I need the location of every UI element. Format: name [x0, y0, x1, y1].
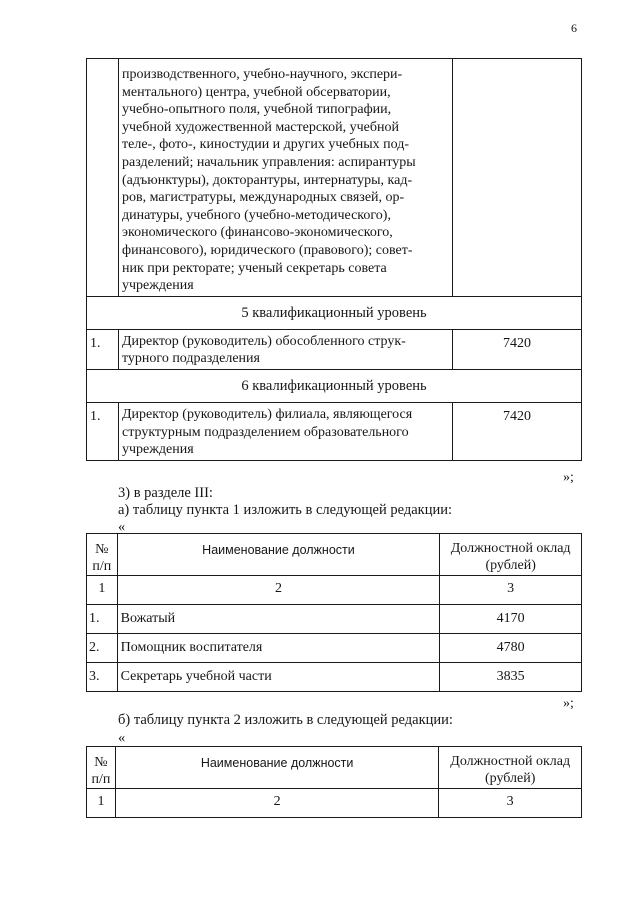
level-6-heading: 6 квалификационный уровень — [87, 369, 582, 402]
index-cell: 1 — [87, 576, 118, 605]
text-line: Директор (руководитель) обособленного струк- — [122, 333, 406, 349]
index-cell: 2 — [115, 789, 438, 818]
text-line: Должностной оклад — [450, 541, 571, 556]
salary-value: 4780 — [440, 634, 582, 663]
header-salary — [440, 534, 582, 576]
row-number: 2. — [87, 634, 118, 663]
table-row — [87, 634, 582, 663]
row-number-cell — [87, 59, 119, 297]
table-point-2 — [86, 746, 582, 818]
paragraph-b: б) таблицу пункта 2 изложить в следующей редакции: — [118, 712, 453, 728]
text-line: динатуры, учебного (учебно-методического), — [122, 207, 391, 223]
text-line: экономического (финансово-экономического, — [122, 225, 393, 241]
salary-value: 7420 — [453, 329, 582, 369]
table-header — [87, 534, 582, 576]
index-cell: 3 — [440, 576, 582, 605]
paragraph-a: а) таблицу пункта 1 изложить в следующей редакции: — [118, 502, 453, 518]
text-line: ник при ректорате; ученый секретарь совета — [122, 260, 387, 276]
text-line: Директор (руководитель) филиала, являющегося — [122, 406, 413, 422]
text-line: структурным подразделением образовательного — [122, 424, 409, 440]
table-header — [87, 747, 582, 789]
text-line: учебной художественной мастерской, учебной — [122, 119, 400, 135]
table-row — [87, 605, 582, 634]
text-line: теле-, фото-, киностудии и других учебных под- — [122, 137, 409, 153]
text-line: п/п — [92, 559, 112, 574]
row-number: 1. — [87, 402, 119, 460]
index-cell: 1 — [87, 789, 116, 818]
opening-quote: « — [118, 730, 126, 746]
column-index-row — [87, 789, 582, 818]
salary-cell — [453, 59, 582, 297]
row-number: 1. — [87, 605, 118, 634]
table-row — [87, 402, 582, 460]
level-5-heading: 5 квалификационный уровень — [87, 296, 582, 329]
row-number: 3. — [87, 663, 118, 692]
salary-value: 7420 — [453, 402, 582, 460]
index-cell: 2 — [117, 576, 440, 605]
position-name — [119, 329, 453, 369]
text-line: турного подразделения — [122, 351, 260, 367]
salary-value: 4170 — [440, 605, 582, 634]
text-line: учреждения — [122, 278, 194, 294]
page-number: 6 — [571, 21, 577, 35]
text-line: № — [94, 755, 108, 770]
text-line: (рублей) — [485, 558, 536, 573]
index-cell: 3 — [439, 789, 582, 818]
position-list-cell — [119, 59, 453, 297]
header-name: Наименование должности — [115, 747, 438, 789]
text-line: ров, магистратуры, международных связей, ор- — [122, 190, 405, 206]
position-name: Помощник воспитателя — [117, 634, 440, 663]
header-number — [87, 534, 118, 576]
text-line: производственного, учебно-научного, экспери- — [122, 67, 403, 82]
closing-quote: »; — [563, 470, 574, 485]
section-heading: 3) в разделе III: — [118, 485, 213, 501]
position-name: Вожатый — [117, 605, 440, 634]
text-line: финансового), юридического (правового); совет- — [122, 242, 413, 258]
text-line: учебно-опытного поля, учебной типографии, — [122, 102, 392, 118]
position-name: Секретарь учебной части — [117, 663, 440, 692]
closing-quote: »; — [563, 696, 574, 711]
text-line: учреждения — [122, 442, 194, 458]
position-name — [119, 402, 453, 460]
header-name: Наименование должности — [117, 534, 440, 576]
level-row — [87, 369, 582, 402]
text-line: разделений; начальник управления: аспирантуры — [122, 154, 416, 170]
column-index-row — [87, 576, 582, 605]
text-line: п/п — [91, 772, 111, 787]
qualification-table — [86, 58, 582, 461]
opening-quote: « — [118, 519, 126, 535]
continuation-row — [87, 59, 582, 297]
salary-value: 3835 — [440, 663, 582, 692]
row-number: 1. — [87, 329, 119, 369]
text-line: (рублей) — [484, 771, 536, 786]
text-line: № — [95, 542, 109, 557]
table-row — [87, 329, 582, 369]
header-number — [87, 747, 116, 789]
text-line: ментального) центра, учебной обсерватории, — [122, 84, 391, 100]
level-row — [87, 296, 582, 329]
table-point-1 — [86, 533, 582, 692]
text-line: Должностной оклад — [450, 754, 571, 769]
text-line: (адъюнктуры), докторантуры, интернатуры, кад- — [122, 172, 413, 188]
header-salary — [439, 747, 582, 789]
table-row — [87, 663, 582, 692]
